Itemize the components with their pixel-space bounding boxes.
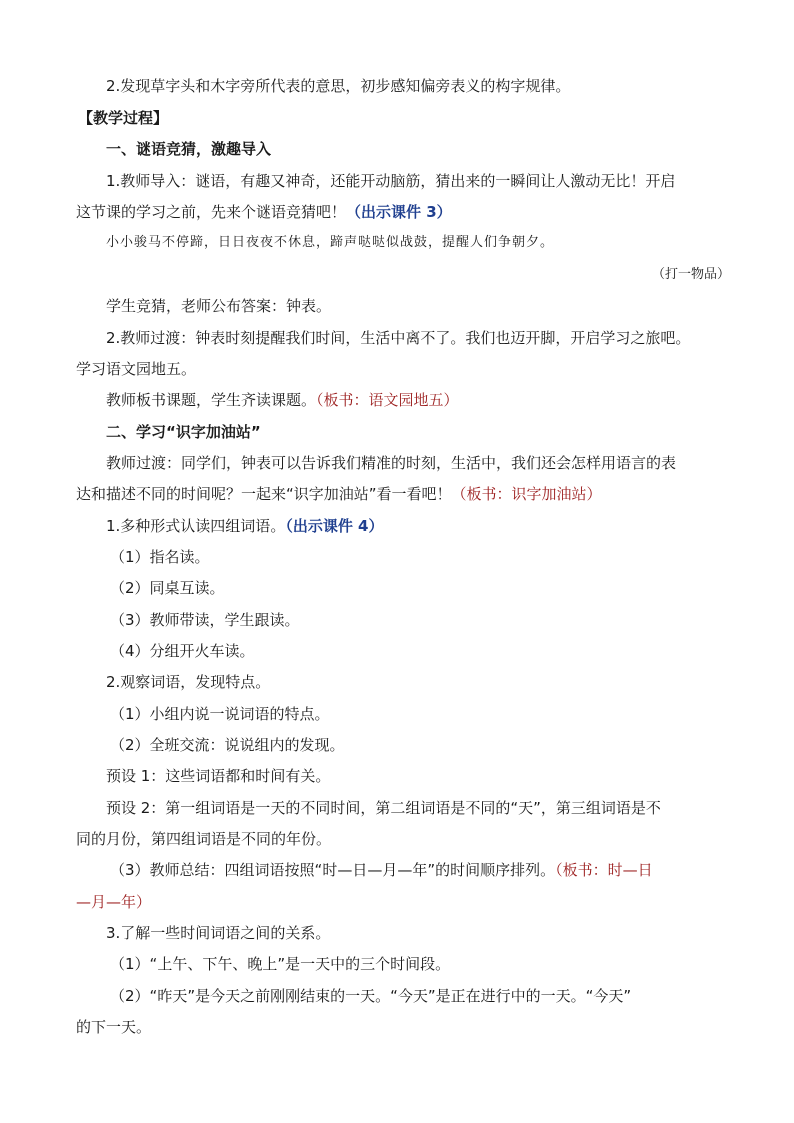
preset-2: 预设 2：第一组词语是一天的不同时间，第二组词语是不同的“天”，第三组词语是不 bbox=[106, 799, 661, 817]
preset-2-cont: 同的月份，第四组词语是不同的年份。 bbox=[76, 830, 332, 848]
step-2: 2.观察词语，发现特点。 bbox=[106, 673, 271, 691]
paragraph-intro-1: 1.教师导入：谜语，有趣又神奇，还能开动脑筋，猜出来的一瞬间让人激动无比！开启 bbox=[106, 172, 676, 190]
list-item: （4）分组开火车读。 bbox=[110, 642, 255, 660]
list-item-cont: 的下一天。 bbox=[76, 1018, 152, 1036]
list-item: （1）小组内说一说词语的特点。 bbox=[110, 705, 330, 723]
heading-part-1: 一、谜语竞猜，激趣导入 bbox=[106, 140, 272, 158]
heading-part-2: 二、学习“识字加油站” bbox=[106, 423, 261, 441]
list-item: （2）全班交流：说说组内的发现。 bbox=[110, 736, 345, 754]
paragraph-transition-3: 教师过渡：同学们，钟表可以告诉我们精准的时刻，生活中，我们还会怎样用语言的表 bbox=[106, 454, 677, 472]
paragraph-answer: 学生竞猜，老师公布答案：钟表。 bbox=[106, 297, 332, 315]
paragraph-transition-2: 学习语文园地五。 bbox=[76, 360, 197, 378]
list-item: （3）教师带读，学生跟读。 bbox=[110, 611, 300, 629]
board-note-2: （板书：识字加油站） bbox=[451, 485, 602, 503]
summary-text: （3）教师总结：四组词语按照“时—日—月—年”的时间顺序排列。 bbox=[110, 861, 556, 879]
teacher-summary bbox=[110, 860, 653, 880]
intro-text: 这节课的学习之前，先来个谜语竞猜吧！ bbox=[76, 203, 347, 221]
paragraph-transition-4 bbox=[76, 484, 602, 504]
paragraph-intro-2 bbox=[76, 202, 452, 222]
list-item: （1）指名读。 bbox=[110, 548, 210, 566]
riddle-hint: （打一物品） bbox=[651, 267, 730, 282]
list-item: （2）“昨天”是今天之前刚刚结束的一天。“今天”是正在进行中的一天。“今天” bbox=[110, 987, 632, 1005]
riddle-text: 小小骏马不停蹄，日日夜夜不休息，蹄声哒哒似战鼓，提醒人们争朝夕。 bbox=[106, 235, 555, 250]
objective-2: 2.发现草字头和木字旁所代表的意思，初步感知偏旁表义的构字规律。 bbox=[106, 77, 571, 95]
slide-ref-4: （出示课件 4） bbox=[285, 517, 384, 535]
board-title-text: 教师板书课题，学生齐读课题。 bbox=[106, 391, 317, 409]
board-note-3-cont: —月—年） bbox=[76, 893, 152, 911]
board-note-3: （板书：时—日 bbox=[555, 861, 653, 879]
preset-1: 预设 1：这些词语都和时间有关。 bbox=[106, 767, 331, 785]
step-3: 3.了解一些时间词语之间的关系。 bbox=[106, 924, 331, 942]
list-item: （1）“上午、下午、晚上”是一天中的三个时间段。 bbox=[110, 955, 451, 973]
step-1-text: 1.多种形式认读四组词语。 bbox=[106, 517, 286, 535]
paragraph-board-title bbox=[106, 390, 459, 410]
step-1 bbox=[106, 516, 384, 536]
list-item: （2）同桌互读。 bbox=[110, 579, 225, 597]
transition-text: 达和描述不同的时间呢？一起来“识字加油站”看一看吧！ bbox=[76, 485, 452, 503]
section-teaching-process: 【教学过程】 bbox=[78, 109, 169, 127]
slide-ref-3: （出示课件 3） bbox=[346, 203, 452, 221]
board-note-1: （板书：语文园地五） bbox=[316, 391, 459, 409]
paragraph-transition-1: 2.教师过渡：钟表时刻提醒我们时间，生活中离不了。我们也迈开脚，开启学习之旅吧。 bbox=[106, 329, 691, 347]
